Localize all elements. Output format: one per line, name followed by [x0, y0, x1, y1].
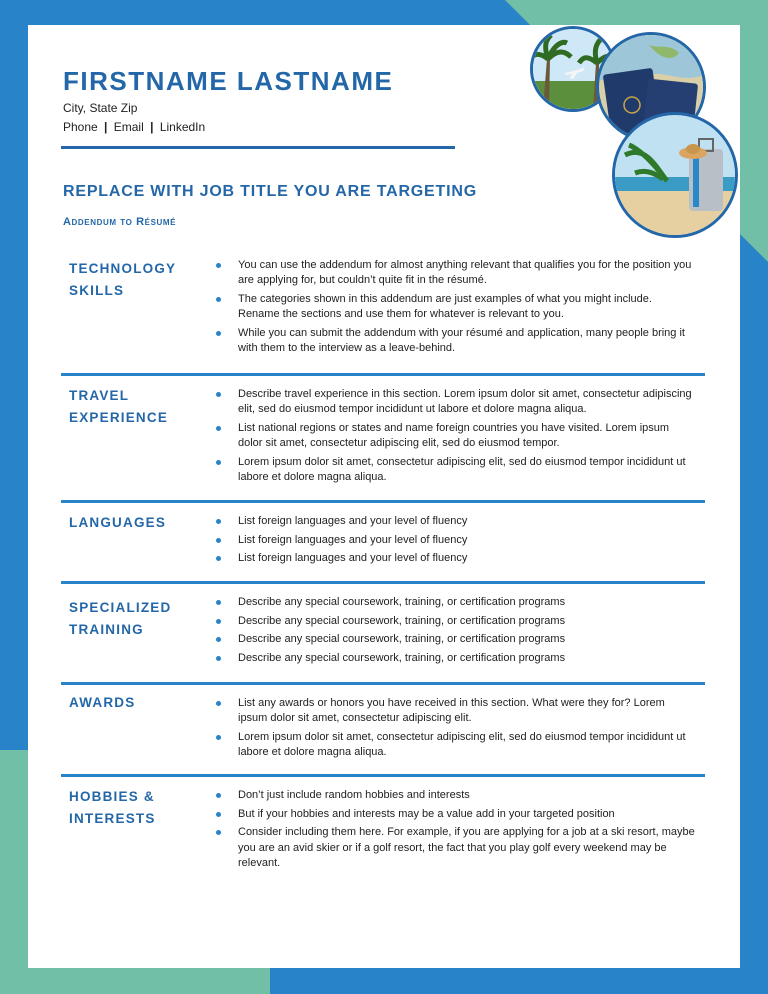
beach-suitcase-photo — [612, 112, 738, 238]
list-item: Describe travel experience in this section. Lorem ipsum dolor sit amet, consectetur adipiscing elit, sed do eiusmod tempor incididunt ut labore et dolore magna aliqua. — [216, 387, 696, 417]
list-item: List foreign languages and your level of fluency — [216, 514, 696, 529]
section-divider — [61, 581, 705, 584]
section-divider — [61, 373, 705, 376]
list-item: List any awards or honors you have received in this section. What were they for? Lorem ipsum dolor sit amet, consectetur adipiscing elit. — [216, 696, 696, 726]
section-title: TRAVEL EXPERIENCE — [69, 388, 169, 425]
address-line: City, State Zip — [63, 101, 138, 115]
section-title: LANGUAGES — [69, 515, 167, 530]
list-item: You can use the addendum for almost anything relevant that qualifies you for the position you are applying for, but couldn’t quite fit in the résumé. — [216, 258, 696, 288]
section-title: SPECIALIZED TRAINING — [69, 600, 172, 637]
list-item: Don’t just include random hobbies and interests — [216, 788, 696, 803]
list-item: List foreign languages and your level of fluency — [216, 551, 696, 566]
list-item: Lorem ipsum dolor sit amet, consectetur adipiscing elit, sed do eiusmod tempor incididunt ut labore et dolore magna aliqua. — [216, 455, 696, 485]
linkedin: LinkedIn — [159, 120, 206, 134]
list-item: Describe any special coursework, training, or certification programs — [216, 614, 696, 629]
list-item: Describe any special coursework, training, or certification programs — [216, 651, 696, 666]
list-item: But if your hobbies and interests may be a value add in your targeted position — [216, 807, 696, 822]
list-item: Lorem ipsum dolor sit amet, consectetur adipiscing elit, sed do eiusmod tempor incididunt ut labore et dolore magna aliqua. — [216, 730, 696, 760]
bullet-list — [216, 387, 696, 489]
section-divider — [61, 774, 705, 777]
list-item: While you can submit the addendum with your résumé and application, many people bring it with them to the interview as a leave-behind. — [216, 326, 696, 356]
bullet-list — [216, 514, 696, 570]
bullet-list — [216, 788, 696, 875]
email: Email — [113, 120, 144, 134]
section-divider — [61, 682, 705, 685]
section-divider — [61, 500, 705, 503]
full-name: FIRSTNAME LASTNAME — [63, 66, 394, 96]
phone: Phone — [63, 120, 98, 134]
section-title: AWARDS — [69, 695, 136, 710]
document-subtitle: Addendum to Résumé — [63, 216, 177, 228]
list-item: Consider including them here. For example, if you are applying for a job at a ski resort, maybe you are an avid skier or if a golf resort, the fact that you play golf every weekend may be relevant. — [216, 825, 696, 871]
bullet-list — [216, 258, 696, 360]
list-item: List national regions or states and name foreign countries you have visited. Lorem ipsum dolor sit amet, consectetur adipiscing elit, sed do eiusmod tempor. — [216, 421, 696, 451]
list-item: Describe any special coursework, training, or certification programs — [216, 632, 696, 647]
bullet-list — [216, 595, 696, 670]
list-item: List foreign languages and your level of fluency — [216, 533, 696, 548]
section-title: HOBBIES & INTERESTS — [69, 789, 156, 826]
contact-line — [63, 119, 393, 135]
separator: | — [104, 120, 108, 134]
separator: | — [150, 120, 154, 134]
job-title: REPLACE WITH JOB TITLE YOU ARE TARGETING — [63, 183, 477, 200]
list-item: The categories shown in this addendum are just examples of what you might include. Rename the sections and use them for whatever is relevant to you. — [216, 292, 696, 322]
header — [63, 65, 393, 135]
section-title: TECHNOLOGY SKILLS — [69, 261, 177, 298]
bullet-list — [216, 696, 696, 764]
list-item: Describe any special coursework, training, or certification programs — [216, 595, 696, 610]
header-divider — [61, 146, 455, 149]
